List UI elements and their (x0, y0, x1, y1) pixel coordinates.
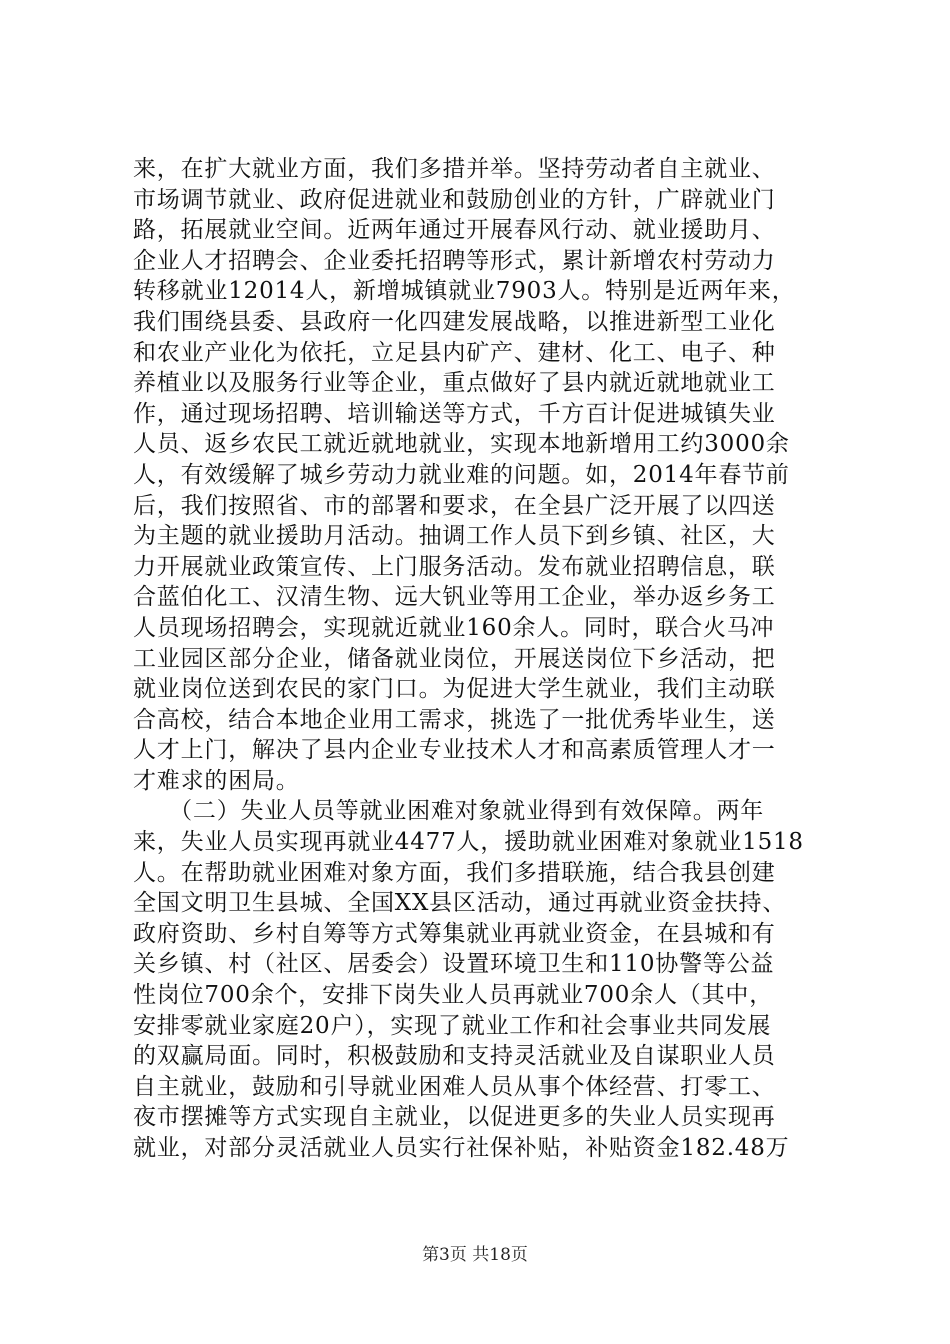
text-line: 力开展就业政策宣传、上门服务活动。发布就业招聘信息，联 (133, 553, 776, 580)
text-line: 为主题的就业援助月活动。抽调工作人员下到乡镇、社区，大 (133, 523, 776, 550)
text-line: （二）失业人员等就业困难对象就业得到有效保障。两年 (133, 798, 765, 825)
text-line: 来，在扩大就业方面，我们多措并举。坚持劳动者自主就业、 (133, 156, 776, 182)
body-text (133, 154, 833, 1164)
text-line: 性岗位700余个，安排下岗失业人员再就业700余人（其中， (133, 982, 773, 1009)
text-line: 自主就业，鼓励和引导就业困难人员从事个体经营、打零工、 (133, 1073, 776, 1100)
text-line: 转移就业12014人，新增城镇就业7903人。特别是近两年来， (133, 278, 796, 305)
text-line: 人才上门，解决了县内企业专业技术人才和高素质管理人才一 (133, 737, 776, 764)
text-line: 就业岗位送到农民的家门口。为促进大学生就业，我们主动联 (133, 676, 776, 703)
text-line: 安排零就业家庭20户），实现了就业工作和社会事业共同发展 (133, 1012, 772, 1039)
text-line: 关乡镇、村（社区、居委会）设置环境卫生和110协警等公益 (133, 951, 775, 978)
text-line: 人，有效缓解了城乡劳动力就业难的问题。如，2014年春节前 (133, 461, 790, 488)
text-line: 工业园区部分企业，储备就业岗位，开展送岗位下乡活动，把 (133, 645, 776, 672)
page-number-footer: 第3页 共18页 (422, 1245, 528, 1265)
text-line: 人员现场招聘会，实现就近就业160余人。同时，联合火马冲 (133, 614, 775, 641)
text-line: 养植业以及服务行业等企业，重点做好了县内就近就地就业工 (133, 370, 776, 397)
text-line: 后，我们按照省、市的部署和要求，在全县广泛开展了以四送 (133, 492, 776, 519)
text-line: 我们围绕县委、县政府一化四建发展战略，以推进新型工业化 (133, 308, 776, 335)
text-line: 才难求的困局。 (133, 767, 300, 794)
text-line: 和农业产业化为依托，立足县内矿产、建材、化工、电子、种 (133, 339, 776, 366)
text-line: 政府资助、乡村自筹等方式筹集就业再就业资金，在县城和有 (133, 920, 776, 947)
text-line: 就业，对部分灵活就业人员实行社保补贴，补贴资金182.48万 (133, 1135, 790, 1161)
text-line: 人员、返乡农民工就近就地就业，实现本地新增用工约3000余 (133, 431, 790, 458)
text-line: 合蓝伯化工、汉清生物、远大钒业等用工企业，举办返乡务工 (133, 584, 776, 611)
text-line: 企业人才招聘会、企业委托招聘等形式，累计新增农村劳动力 (133, 247, 776, 274)
text-line: 市场调节就业、政府促进就业和鼓励创业的方针，广辟就业门 (133, 186, 776, 213)
text-line: 全国文明卫生县城、全国XX县区活动，通过再就业资金扶持、 (133, 890, 787, 917)
text-line: 路，拓展就业空间。近两年通过开展春风行动、就业援助月、 (133, 217, 776, 244)
text-line: 人。在帮助就业困难对象方面，我们多措联施，结合我县创建 (133, 859, 776, 886)
text-line: 作，通过现场招聘、培训输送等方式，千方百计促进城镇失业 (133, 400, 776, 427)
text-line: 合高校，结合本地企业用工需求，挑选了一批优秀毕业生，送 (133, 706, 776, 733)
text-line: 来，失业人员实现再就业4477人，援助就业困难对象就业1518 (133, 829, 804, 856)
text-line: 夜市摆摊等方式实现自主就业，以促进更多的失业人员实现再 (133, 1104, 776, 1131)
text-line: 的双赢局面。同时，积极鼓励和支持灵活就业及自谋职业人员 (133, 1043, 776, 1070)
